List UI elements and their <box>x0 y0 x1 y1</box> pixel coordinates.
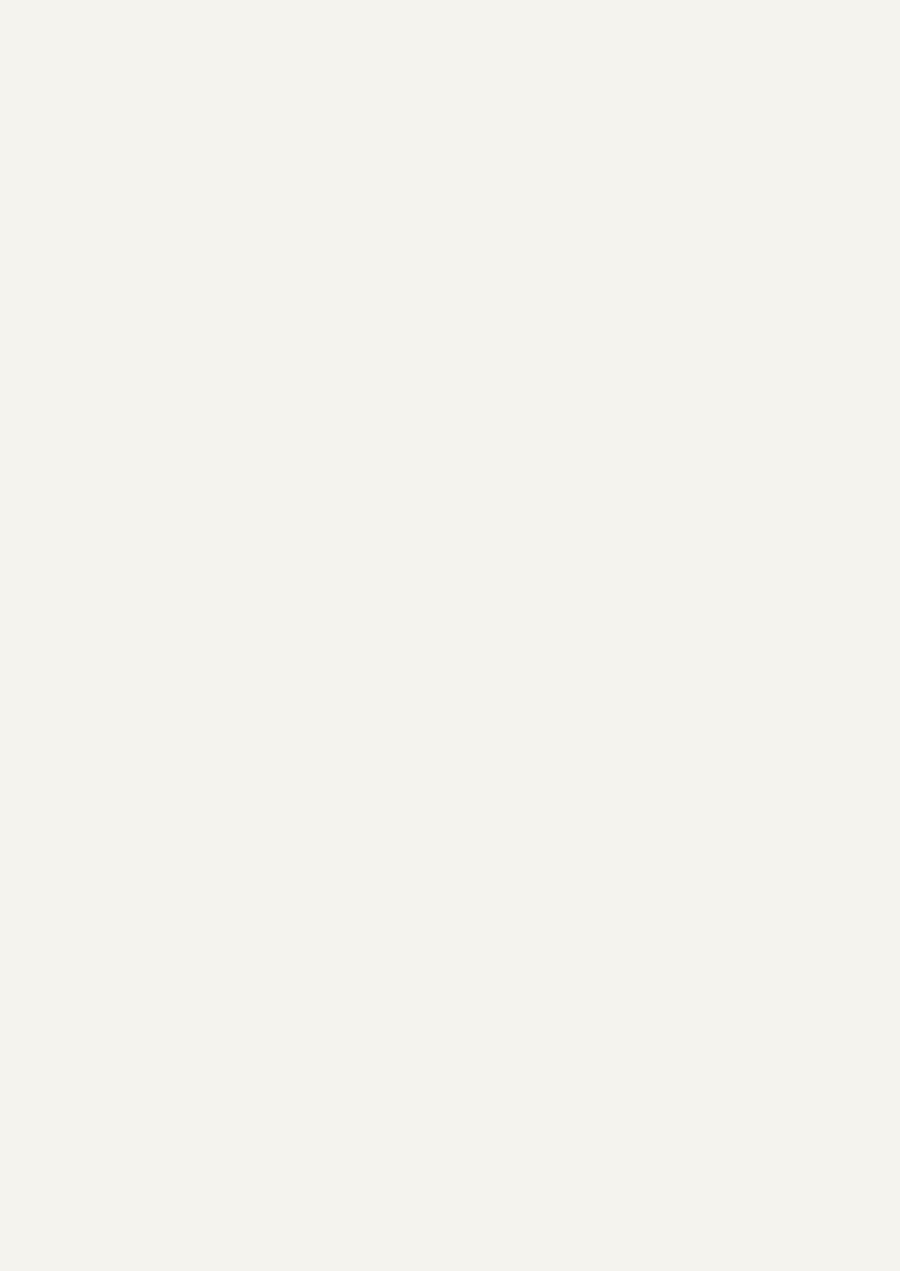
page-body <box>46 50 827 97</box>
page-footer <box>46 1193 827 1221</box>
